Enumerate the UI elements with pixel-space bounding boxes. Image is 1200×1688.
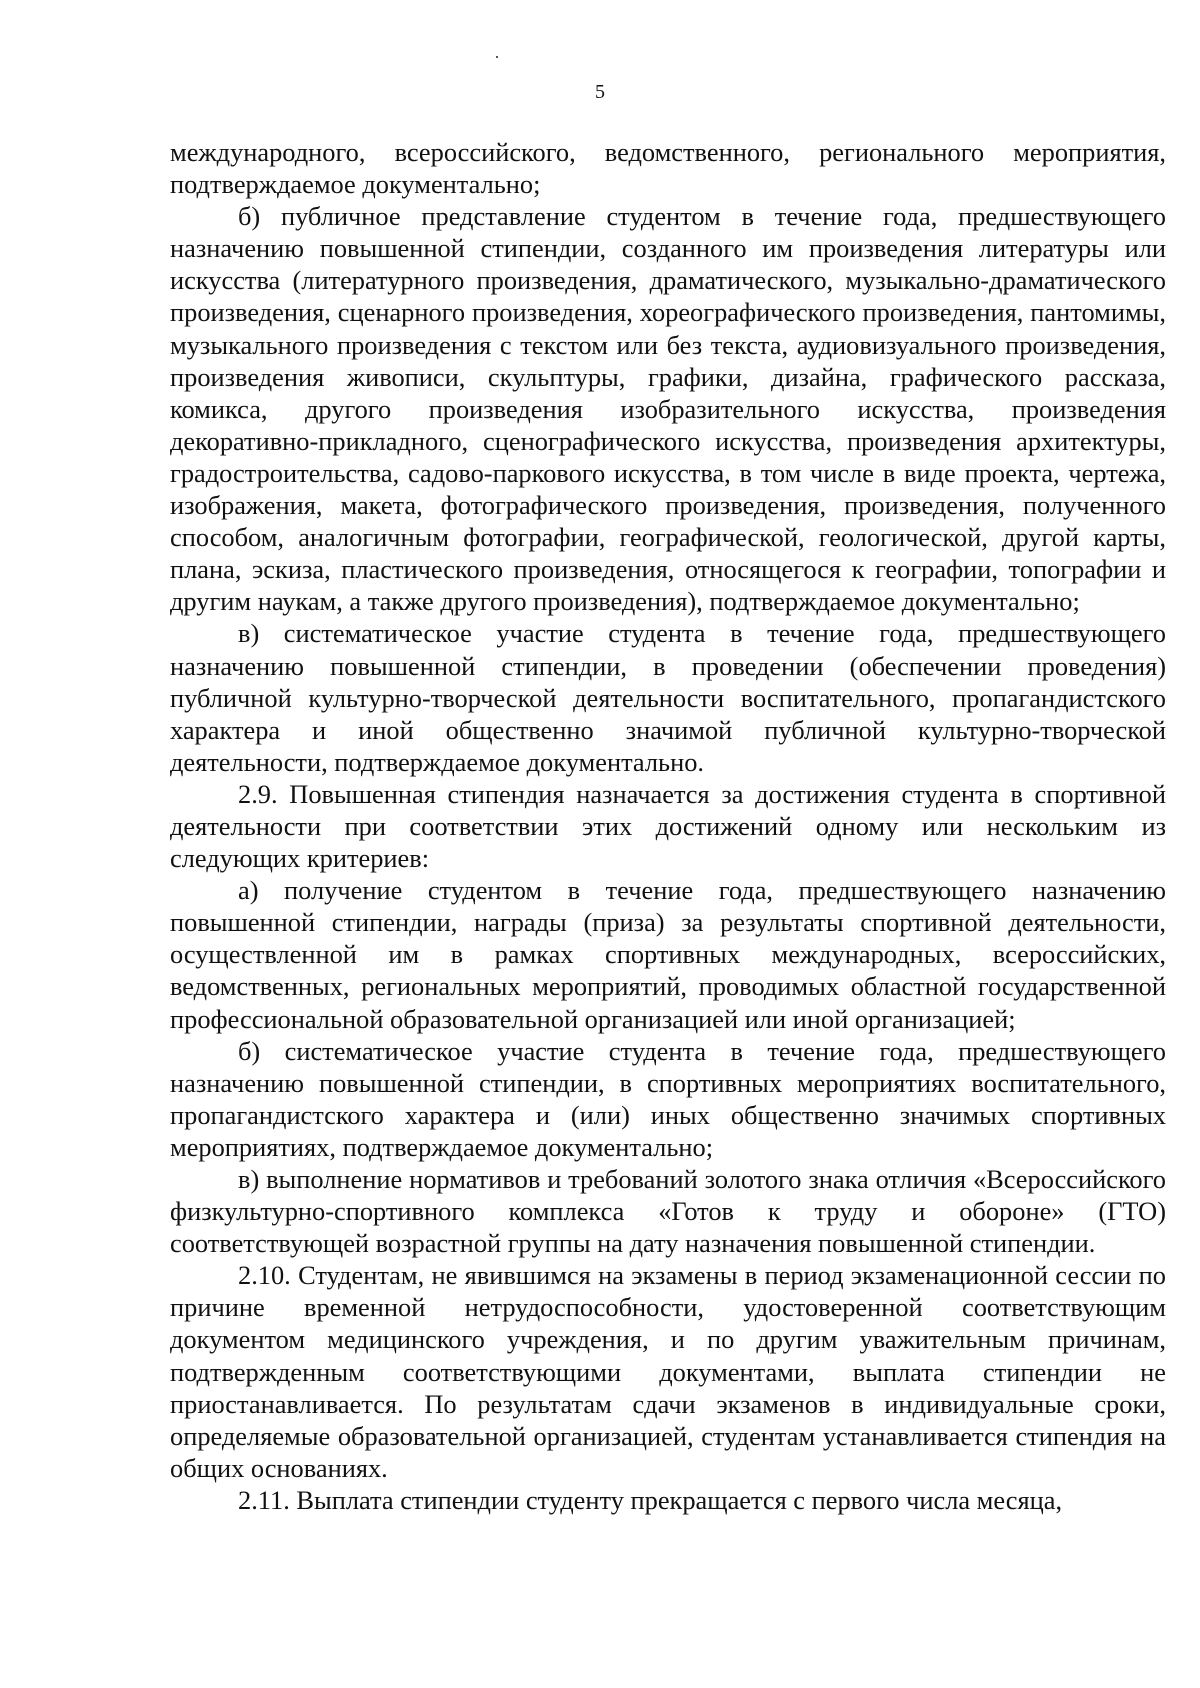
paragraph-section-2-11: 2.11. Выплата стипендии студенту прекращается с первого числа месяца, [238,1484,1063,1515]
page-number: 5 [595,81,605,103]
paragraph-continuation: международного, всероссийского, ведомственного, регионального мероприятия, подтверждаемое документально; [170,137,1166,200]
paragraph-item-v-creative: в) систематическое участие студента в течение года, предшествующего назначению повышенной стипендии, в проведении (обеспечении проведения) публичной культурно-творческой деятельности воспитательного, пропагандистского характера и иной общественно значимой публичной культурно-творческой деятельности, подтверждаемое документально. [170,618,1166,777]
document-body [170,136,1166,1516]
paragraph-section-2-9: 2.9. Повышенная стипендия назначается за достижения студента в спортивной деятельности при соответствии этих достижений одному или нескольким из следующих критериев: [170,778,1166,874]
paragraph-item-v-sport: в) выполнение нормативов и требований золотого знака отличия «Всероссийского физкультурно-спортивного комплекса «Готов к труду и обороне» (ГТО) соответствующей возрастной группы на дату назначения повышенной стипендии. [170,1164,1166,1259]
paragraph-section-2-10: 2.10. Студентам, не явившимся на экзамены в период экзаменационной сессии по причине временной нетрудоспособности, удостоверенной соответствующим документом медицинского учреждения, и по другим уважительным причинам, подтвержденным соответствующими документами, выплата стипендии не приостанавливается. По результатам сдачи экзаменов в индивидуальные сроки, определяемые образовательной организацией, студентам устанавливается стипендия на общих основаниях. [170,1260,1166,1483]
paragraph-item-b-sport: б) систематическое участие студента в течение года, предшествующего назначению повышенной стипендии, в спортивных мероприятиях воспитательного, пропагандистского характера и (или) иных общественно значимых спортивных мероприятиях, подтверждаемое документально; [170,1035,1166,1162]
paragraph-item-b-creative: б) публичное представление студентом в течение года, предшествующего назначению повышенной стипендии, созданного им произведения литературы или искусства (литературного произведения, драматического, музыкально-драматического произведения, сценарного произведения, хореографического произведения, пантомимы, музыкального произведения с текстом или без текста, аудиовизуального произведения, произведения живописи, скульптуры, графики, дизайна, графического рассказа, комикса, другого произведения изобразительного искусства, произведения декоративно-прикладного, сценографического искусства, произведения архитектуры, градостроительства, садово-паркового искусства, в том числе в виде проекта, чертежа, изображения, макета, фотографического произведения, произведения, полученного способом, аналогичным фотографии, географической, геологической, другой карты, плана, эскиза, пластического произведения, относящегося к географии, топографии и другим наукам, а также другого произведения), подтверждаемое документально; [170,201,1166,617]
paragraph-item-a-sport: а) получение студентом в течение года, предшествующего назначению повышенной стипендии, награды (приза) за результаты спортивной деятельности, осуществленной им в рамках спортивных международных, всероссийских, ведомственных, региональных мероприятий, проводимых областной государственной профессиональной образовательной организацией или иной организацией; [170,875,1166,1034]
scan-speck [496,56,498,58]
